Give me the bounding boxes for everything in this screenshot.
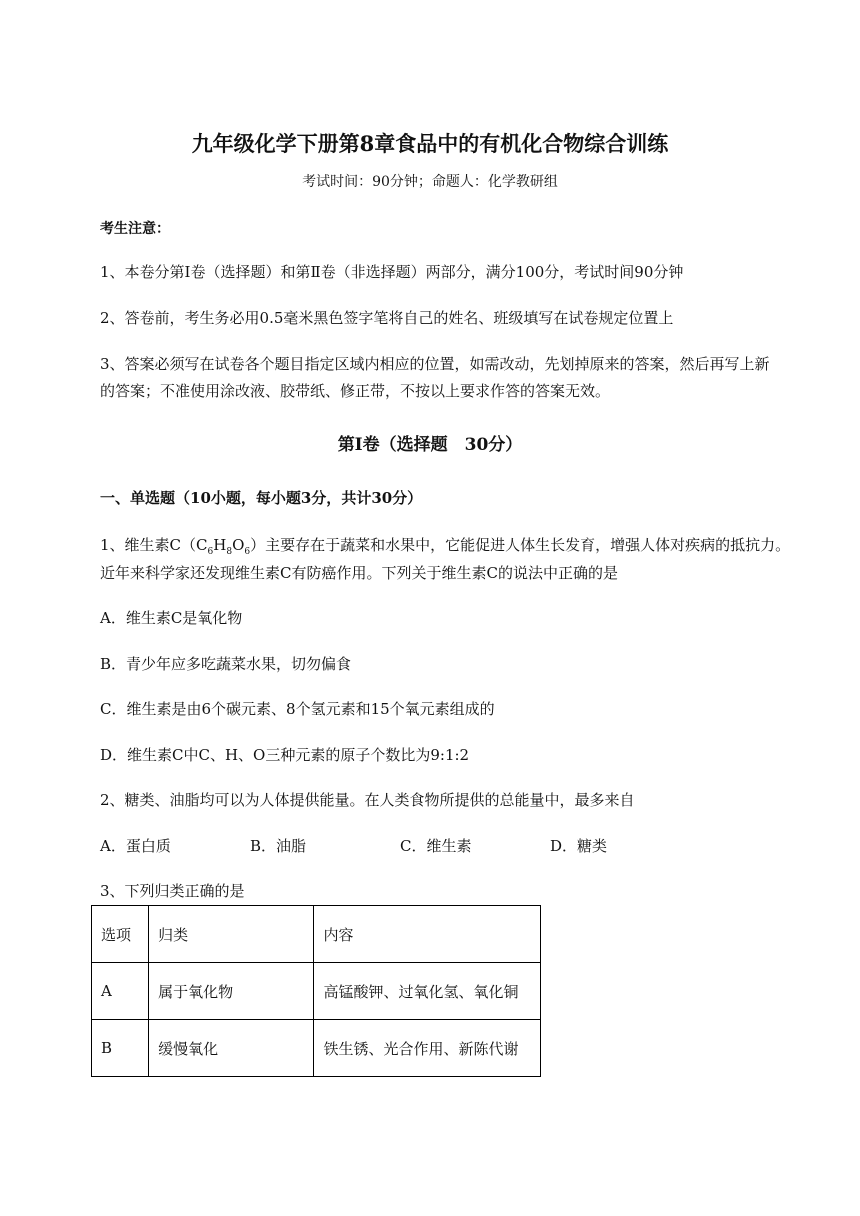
table-header-cell: 选项 xyxy=(92,906,149,963)
question-1-stem-line2: 近年来科学家还发现维生素C有防癌作用。下列关于维生素C的说法中正确的是 xyxy=(100,564,618,582)
question-1-option-c: C．维生素是由6个碳元素、8个氢元素和15个氧元素组成的 xyxy=(100,700,495,718)
table-header-cell: 归类 xyxy=(149,906,314,963)
question-1-option-b: B．青少年应多吃蔬菜水果，切勿偏食 xyxy=(100,655,352,673)
question-3-stem: 3、下列归类正确的是 xyxy=(100,882,245,900)
question-2-stem: 2、糖类、油脂均可以为人体提供能量。在人类食物所提供的总能量中，最多来自 xyxy=(100,791,635,809)
question-1-option-d: D．维生素C中C、H、O三种元素的原子个数比为9:1:2 xyxy=(100,746,470,764)
table-row xyxy=(92,963,541,1020)
table-header-cell: 内容 xyxy=(314,906,541,963)
question-2-option-a: A．蛋白质 xyxy=(100,837,171,855)
question-1-option-a: A．维生素C是氧化物 xyxy=(100,609,243,627)
question-2-option-c: C．维生素 xyxy=(400,837,472,855)
exam-subtitle: 考试时间：90分钟；命题人：化学教研组 xyxy=(302,174,558,190)
exam-title: 九年级化学下册第8章食品中的有机化合物综合训练 xyxy=(191,131,669,156)
section-title: 第Ⅰ卷（选择题 30分） xyxy=(337,435,523,455)
table-cell: 高锰酸钾、过氧化氢、氧化铜 xyxy=(314,963,541,1020)
table-row xyxy=(92,1020,541,1077)
table-header-row xyxy=(92,906,541,963)
table-cell: A xyxy=(92,963,149,1020)
table-cell: B xyxy=(92,1020,149,1077)
table-cell: 缓慢氧化 xyxy=(149,1020,314,1077)
question-2-option-b: B．油脂 xyxy=(250,837,307,855)
question-2-option-d: D．糖类 xyxy=(550,837,608,855)
notice-item-2: 2、答卷前，考生务必用0.5毫米黑色签字笔将自己的姓名、班级填写在试卷规定位置上 xyxy=(100,309,674,327)
notice-item-1: 1、本卷分第Ⅰ卷（选择题）和第Ⅱ卷（非选择题）两部分，满分100分，考试时间90分钟 xyxy=(100,263,684,281)
question-1-stem: 1、维生素$C(C_6H_8O_6)$主要存在于蔬菜和水果中，它能促进人体生长发育，增强人体对疾病的抵抗力。 xyxy=(100,536,791,557)
table-cell: 属于氧化物 xyxy=(149,963,314,1020)
notice-item-3-line2: 的答案；不准使用涂改液、胶带纸、修正带，不按以上要求作答的答案无效。 xyxy=(100,382,611,400)
part-heading: 一、单选题（10小题，每小题3分，共计30分） xyxy=(100,489,423,507)
notice-heading: 考生注意： xyxy=(100,221,170,237)
notice-item-3-line1: 3、答案必须写在试卷各个题目指定区域内相应的位置，如需改动，先划掉原来的答案，然后再写上新 xyxy=(100,355,770,373)
table-cell: 铁生锈、光合作用、新陈代谢 xyxy=(314,1020,541,1077)
classification-table xyxy=(91,905,541,1077)
